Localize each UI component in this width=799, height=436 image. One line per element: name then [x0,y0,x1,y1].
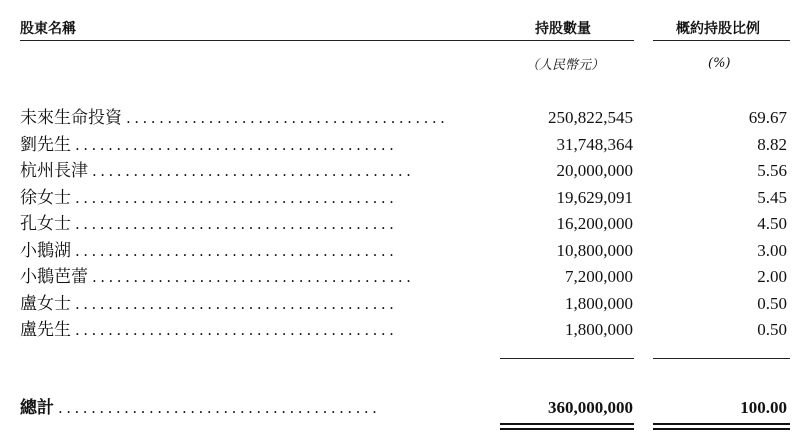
leader-dots: ....................................... [58,399,381,417]
shareholder-name: 未來生命投資 [20,108,122,128]
header-rule-percentage [653,40,790,41]
shares-value: 20,000,000 [556,161,633,180]
shareholder-name: 盧先生 [20,320,71,340]
shareholder-name: 小鵝湖 [20,240,71,261]
percentage-value: 8.82 [757,134,787,154]
table-row [0,159,799,187]
shares-value: 16,200,000 [556,214,633,233]
leader-dots: ....................................... [75,188,398,207]
leader-dots: ....................................... [126,109,449,127]
unit-percentage: (%) [708,56,731,71]
total-double-rule-shares-top [500,423,634,425]
shareholder-name: 徐女士 [20,187,71,208]
shares-value: 10,800,000 [556,240,633,260]
percentage-value: 0.50 [757,293,787,313]
leader-dots: ....................................... [92,268,415,286]
table-row [0,186,799,214]
shares-value: 7,200,000 [565,267,633,286]
shares-value: 19,629,091 [556,187,633,207]
leader-dots: ....................................... [75,241,398,260]
leader-dots: ....................................... [75,294,398,313]
shares-value: 1,800,000 [565,320,633,339]
subtotal-rule-percentage [653,358,790,359]
total-row [0,396,799,424]
percentage-value: 4.50 [757,214,787,233]
shares-value: 1,800,000 [565,293,633,313]
table-row [0,212,799,240]
shares-value: 250,822,545 [548,108,633,127]
table-row [0,265,799,293]
header-rule-name [20,40,500,41]
percentage-value: 3.00 [757,240,787,260]
column-header-name: 股東名稱 [20,21,76,37]
total-label: 總計 [20,398,54,418]
header-rule-shares [500,40,634,41]
table-row [0,133,799,161]
shareholder-name: 小鵝芭蕾 [20,267,88,287]
total-double-rule-percentage-bottom [653,428,790,430]
table-row [0,106,799,134]
shareholder-name: 孔女士 [20,214,71,234]
shareholder-name: 盧女士 [20,293,71,314]
percentage-value: 2.00 [757,267,787,286]
percentage-value: 69.67 [748,108,787,127]
table-row [0,239,799,267]
table-row [0,318,799,346]
column-header-shares: 持股數量 [535,21,591,37]
table-row [0,292,799,320]
total-double-rule-percentage-top [653,423,790,425]
leader-dots: ....................................... [75,321,398,339]
subtotal-rule-shares [500,358,634,359]
total-percentage: 100.00 [740,398,787,417]
total-shares: 360,000,000 [548,398,633,417]
leader-dots: ....................................... [92,162,415,180]
leader-dots: ....................................... [75,135,398,154]
shareholder-name: 劉先生 [20,134,71,155]
shareholder-name: 杭州長津 [20,161,88,181]
percentage-value: 0.50 [757,320,787,339]
unit-shares: （人民幣元） [526,58,605,73]
percentage-value: 5.45 [757,187,787,207]
total-double-rule-shares-bottom [500,428,634,430]
percentage-value: 5.56 [757,161,787,180]
column-header-percentage: 概約持股比例 [676,21,760,37]
leader-dots: ....................................... [75,215,398,233]
shares-value: 31,748,364 [556,134,633,154]
